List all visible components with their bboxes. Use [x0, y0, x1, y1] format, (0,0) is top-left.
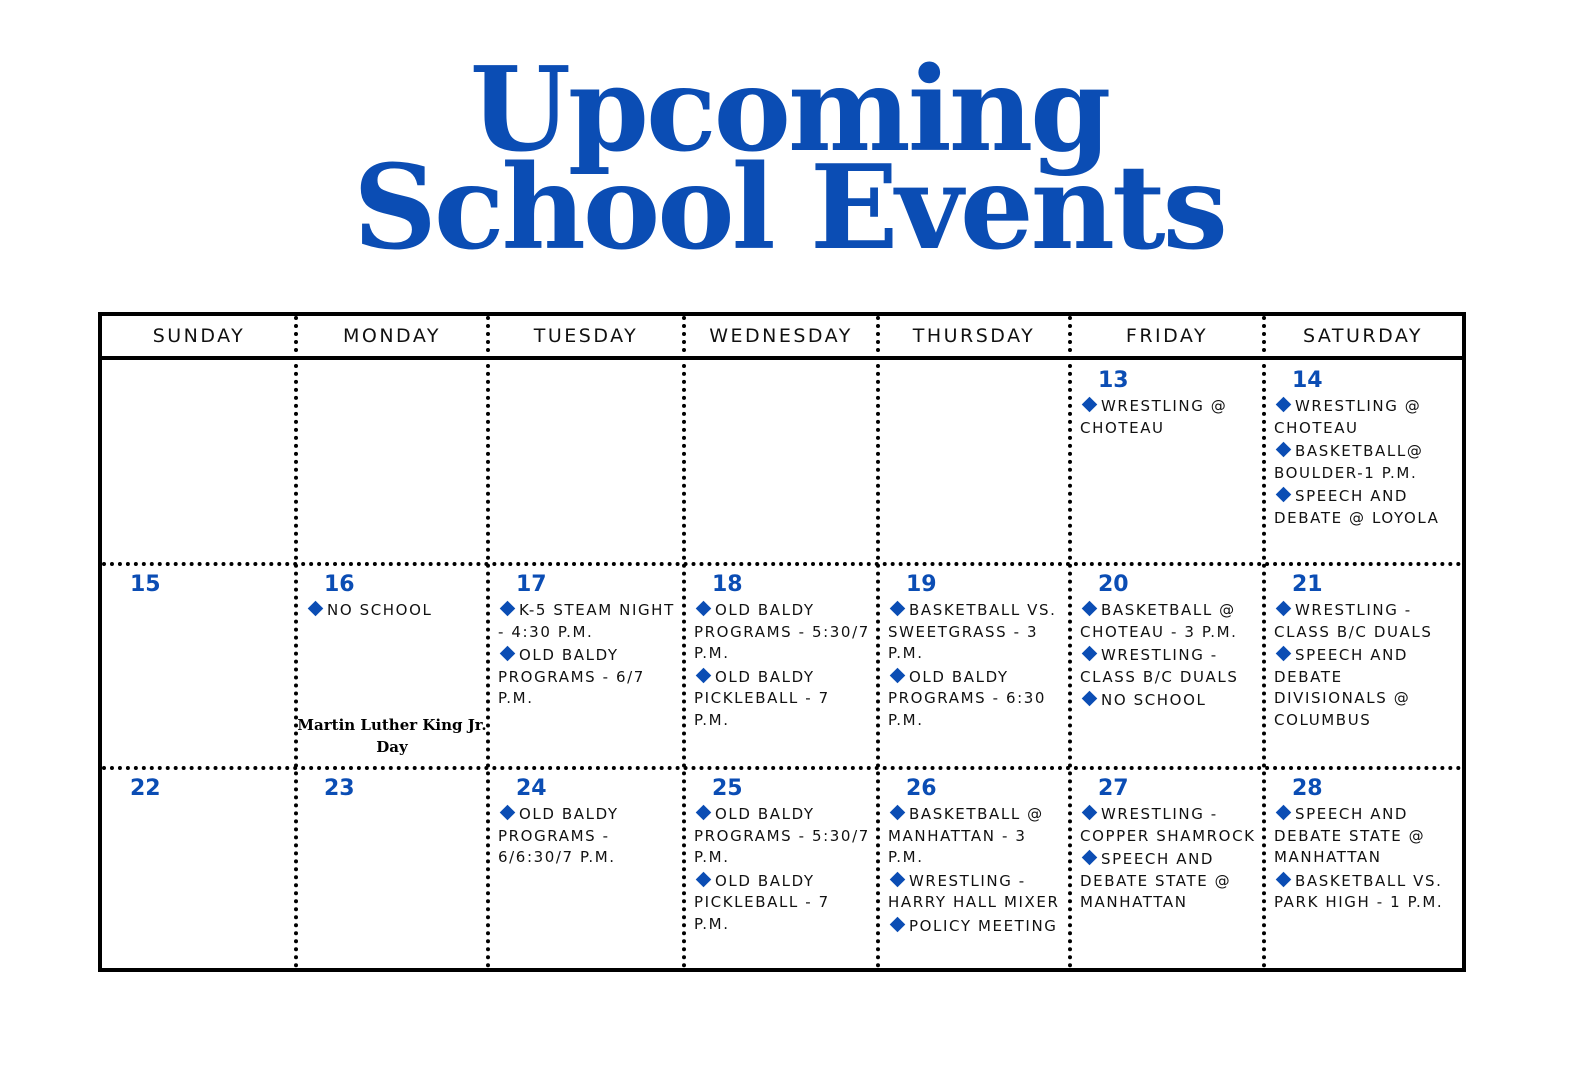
diamond-bullet-icon [500, 646, 516, 662]
event-item [1080, 849, 1256, 914]
event-item [306, 600, 480, 622]
diamond-bullet-icon [890, 601, 906, 617]
event-text: OLD BALDY PROGRAMS - 5:30/7 P.M. [694, 601, 870, 662]
weekday-header-sunday: SUNDAY [152, 325, 246, 347]
event-text: OLD BALDY PROGRAMS - 5:30/7 P.M. [694, 805, 870, 866]
diamond-bullet-icon [1082, 601, 1098, 617]
diamond-bullet-icon [1276, 871, 1292, 887]
diamond-bullet-icon [696, 667, 712, 683]
event-text: SPEECH AND DEBATE STATE @ MANHATTAN [1080, 850, 1232, 911]
event-item [888, 871, 1062, 914]
diamond-bullet-icon [1276, 397, 1292, 413]
event-item [1080, 804, 1256, 847]
diamond-bullet-icon [890, 916, 906, 932]
event-item [1080, 645, 1256, 688]
date-number: 24 [516, 776, 547, 801]
day-cell [296, 360, 488, 564]
event-text: OLD BALDY PROGRAMS - 6/7 P.M. [498, 646, 645, 707]
event-item [694, 667, 870, 732]
date-number: 17 [516, 572, 547, 597]
event-text: OLD BALDY PROGRAMS - 6/6:30/7 P.M. [498, 805, 619, 866]
day-cell [1070, 768, 1264, 972]
date-number: 28 [1292, 776, 1323, 801]
event-text: SPEECH AND DEBATE @ LOYOLA [1274, 487, 1440, 527]
day-cell [1264, 360, 1462, 564]
weekday-header-monday: MONDAY [343, 325, 441, 347]
day-cell [1070, 360, 1264, 564]
event-text: OLD BALDY PICKLEBALL - 7 P.M. [694, 871, 830, 933]
event-item [1274, 645, 1454, 731]
day-cell [296, 768, 488, 972]
event-text: OLD BALDY PROGRAMS - 6:30 P.M. [888, 667, 1047, 729]
weekday-header-saturday: SATURDAY [1302, 325, 1424, 347]
holiday-note: Martin Luther King Jr. Day [297, 716, 487, 756]
event-item [498, 804, 676, 869]
event-item [1080, 690, 1256, 712]
event-text: BASKETBALL @ MANHATTAN - 3 P.M. [888, 805, 1044, 866]
diamond-bullet-icon [696, 871, 712, 887]
page-title-line-2: School Events [353, 140, 1225, 276]
day-cell [878, 768, 1070, 972]
diamond-bullet-icon [1276, 646, 1292, 662]
event-text: BASKETBALL @ CHOTEAU - 3 P.M. [1080, 601, 1238, 641]
date-number: 25 [712, 776, 743, 801]
weekday-header-wednesday: WEDNESDAY [709, 325, 853, 347]
day-cell [1070, 564, 1264, 768]
diamond-bullet-icon [1082, 691, 1098, 707]
date-number: 20 [1098, 572, 1129, 597]
event-item [888, 667, 1062, 732]
date-number: 27 [1098, 776, 1129, 801]
event-item [694, 804, 870, 869]
event-item [888, 916, 1062, 938]
event-text: K-5 STEAM NIGHT - 4:30 P.M. [498, 601, 675, 641]
date-number: 16 [324, 572, 355, 597]
event-text: WRESTLING - HARRY HALL MIXER [888, 871, 1060, 911]
event-text: OLD BALDY PICKLEBALL - 7 P.M. [694, 667, 830, 729]
date-number: 13 [1098, 368, 1129, 393]
event-text: NO SCHOOL [327, 601, 433, 619]
page-title-line-1: Upcoming [469, 42, 1109, 178]
date-number: 22 [130, 776, 161, 801]
day-cell [102, 768, 296, 972]
diamond-bullet-icon [1082, 850, 1098, 866]
event-item [1274, 871, 1454, 914]
day-cell [296, 564, 488, 768]
diamond-bullet-icon [1276, 487, 1292, 503]
event-text: WRESTLING - CLASS B/C DUALS [1080, 646, 1239, 686]
diamond-bullet-icon [890, 667, 906, 683]
diamond-bullet-icon [890, 871, 906, 887]
event-item [498, 645, 676, 710]
day-cell [878, 360, 1070, 564]
event-item [1274, 441, 1454, 484]
day-cell [488, 768, 684, 972]
day-cell [488, 564, 684, 768]
weekday-header-tuesday: TUESDAY [533, 325, 639, 347]
calendar-grid [98, 312, 1466, 972]
date-number: 18 [712, 572, 743, 597]
diamond-bullet-icon [1276, 805, 1292, 821]
event-text: WRESTLING @ CHOTEAU [1274, 397, 1422, 437]
event-text: WRESTLING - CLASS B/C DUALS [1274, 601, 1433, 641]
event-item [1080, 600, 1256, 643]
date-number: 14 [1292, 368, 1323, 393]
day-cell [102, 564, 296, 768]
diamond-bullet-icon [696, 601, 712, 617]
day-cell [1264, 768, 1462, 972]
event-text: WRESTLING @ CHOTEAU [1080, 397, 1228, 437]
event-item [694, 600, 870, 665]
event-text: SPEECH AND DEBATE DIVISIONALS @ COLUMBUS [1274, 646, 1411, 729]
event-item [694, 871, 870, 936]
event-item [1274, 486, 1454, 529]
diamond-bullet-icon [1082, 646, 1098, 662]
diamond-bullet-icon [1082, 805, 1098, 821]
event-text: NO SCHOOL [1101, 691, 1207, 709]
event-text: BASKETBALL VS. PARK HIGH - 1 P.M. [1274, 871, 1444, 911]
event-text: WRESTLING - COPPER SHAMROCK [1080, 805, 1256, 845]
day-cell [684, 564, 878, 768]
event-item [1274, 600, 1454, 643]
event-text: SPEECH AND DEBATE STATE @ MANHATTAN [1274, 805, 1426, 866]
diamond-bullet-icon [1082, 397, 1098, 413]
diamond-bullet-icon [890, 805, 906, 821]
event-item [1274, 396, 1454, 439]
day-cell [684, 360, 878, 564]
diamond-bullet-icon [1276, 601, 1292, 617]
weekday-header-thursday: THURSDAY [912, 325, 1036, 347]
date-number: 26 [906, 776, 937, 801]
diamond-bullet-icon [1276, 442, 1292, 458]
date-number: 23 [324, 776, 355, 801]
date-number: 21 [1292, 572, 1323, 597]
event-item [1274, 804, 1454, 869]
date-number: 15 [130, 572, 161, 597]
day-cell [488, 360, 684, 564]
day-cell [878, 564, 1070, 768]
diamond-bullet-icon [308, 601, 324, 617]
event-text: BASKETBALL VS. SWEETGRASS - 3 P.M. [888, 601, 1057, 662]
day-cell [1264, 564, 1462, 768]
event-item [888, 804, 1062, 869]
event-item [1080, 396, 1256, 439]
diamond-bullet-icon [500, 601, 516, 617]
event-text: POLICY MEETING [909, 916, 1058, 935]
day-cell [102, 360, 296, 564]
date-number: 19 [906, 572, 937, 597]
diamond-bullet-icon [696, 805, 712, 821]
weekday-header-friday: FRIDAY [1125, 325, 1209, 347]
diamond-bullet-icon [500, 805, 516, 821]
day-cell [684, 768, 878, 972]
event-item [498, 600, 676, 643]
event-item [888, 600, 1062, 665]
event-text: BASKETBALL@ BOULDER-1 P.M. [1274, 442, 1424, 482]
